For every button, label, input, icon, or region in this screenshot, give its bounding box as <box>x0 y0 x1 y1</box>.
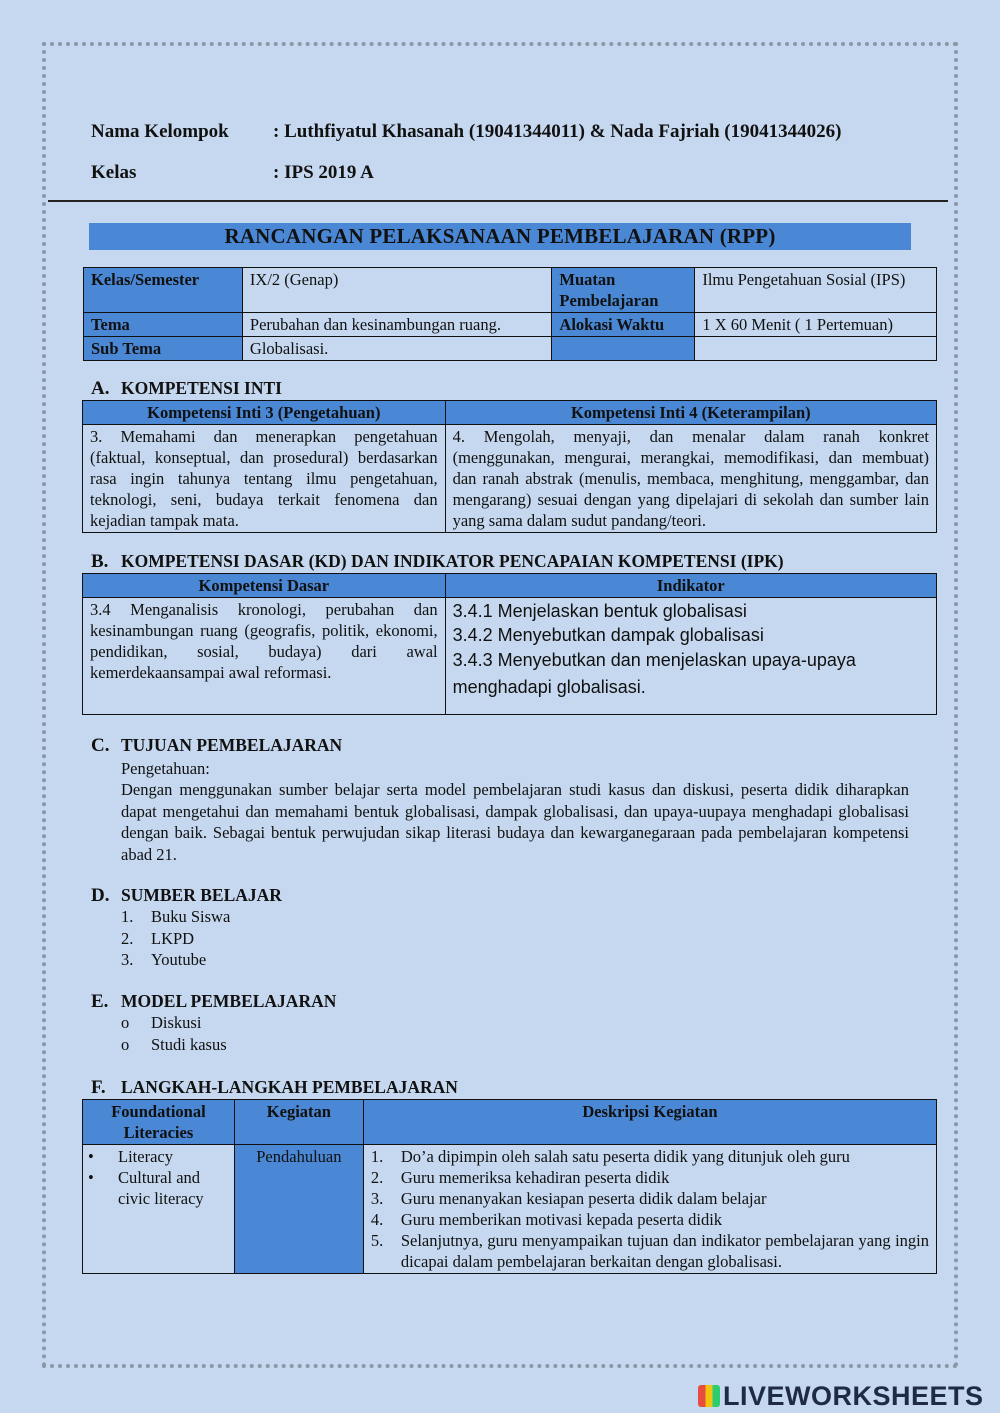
empty-cell <box>695 337 937 361</box>
indicator-item: 3.4.3 Menyebutkan dan menjelaskan upaya-upaya menghadapi globalisasi. <box>452 650 856 697</box>
section-c-heading <box>91 735 342 757</box>
list-item: 1. Buku Siswa <box>121 907 231 926</box>
indicator-item: 3.4.2 Menyebutkan dampak globalisasi <box>452 625 764 645</box>
logo-mark-icon <box>698 1385 720 1407</box>
section-letter: B. <box>91 551 109 572</box>
section-e-heading <box>91 991 336 1013</box>
list-item: 3. Youtube <box>121 950 207 969</box>
section-letter: F. <box>91 1077 106 1098</box>
page-title: RANCANGAN PELAKSANAAN PEMBELAJARAN (RPP) <box>89 223 911 250</box>
subtema-label: Sub Tema <box>84 337 243 361</box>
group-label: Nama Kelompok <box>91 121 229 142</box>
section-d-heading <box>91 885 282 907</box>
info-table <box>83 267 937 361</box>
subtema-value: Globalisasi. <box>242 337 552 361</box>
indicator-item: 3.4.1 Menjelaskan bentuk globalisasi <box>452 601 747 621</box>
section-letter: E. <box>91 991 109 1012</box>
section-f-heading <box>91 1077 458 1099</box>
indicator-cell <box>445 598 936 715</box>
section-title: KOMPETENSI INTI <box>121 378 282 398</box>
class-label: Kelas <box>91 162 137 183</box>
muatan-label: Muatan Pembelajaran <box>552 268 695 313</box>
section-title: TUJUAN PEMBELAJARAN <box>121 735 343 755</box>
kd-text: 3.4 Menganalisis kronologi, perubahan dan kesinambungan ruang (geografis, politik, ekonomi, pendidikan, sosial, budaya) dari awal kemerdekaansampai awal reformasi. <box>83 598 446 715</box>
langkah-table <box>82 1099 937 1274</box>
section-a-heading <box>91 378 282 400</box>
ki4-text: 4. Mengolah, menyaji, dan menalar dalam ranah konkret (menggunakan, mengurai, merangkai, memodifikasi, dan membuat) dan ranah abstrak (menulis, membaca, menghitung, menggambar, dan mengarang) sesuai dengan yang dipelajari di sekolah dan sumber lain yang sama dalam sudut pandang/teori. <box>445 425 936 533</box>
list-item: o Studi kasus <box>121 1034 227 1054</box>
section-title: SUMBER BELAJAR <box>121 885 282 905</box>
group-row <box>91 121 841 143</box>
sumber-list <box>121 906 230 971</box>
tujuan-subtitle: Pengetahuan: <box>121 759 210 778</box>
list-item: 5. Selanjutnya, guru menyampaikan tujuan dan indikator pembelajaran yang ingin dicapai dalam pembelajaran berkaitan dengan globalisasi. <box>370 1231 929 1271</box>
list-item: • Cultural and civic literacy <box>88 1168 204 1208</box>
list-item: 2. LKPD <box>121 928 195 948</box>
alokasi-value: 1 X 60 Menit ( 1 Pertemuan) <box>695 313 937 337</box>
ki3-header: Kompetensi Inti 3 (Pengetahuan) <box>83 401 446 425</box>
kegiatan-cell: Pendahuluan <box>234 1145 363 1274</box>
kelas-semester-value: IX/2 (Genap) <box>242 268 552 313</box>
kd-indikator-table <box>82 573 937 715</box>
section-title: MODEL PEMBELAJARAN <box>121 991 337 1011</box>
list-item: o Diskusi <box>121 1013 202 1032</box>
section-letter: A. <box>91 378 110 399</box>
empty-cell <box>552 337 695 361</box>
tujuan-text: Dengan menggunakan sumber belajar serta model pembelajaran studi kasus dan diskusi, peserta didik diharapkan dapat mengetahui dan memahami bentuk globalisasi, dampak globalisasi, dan upaya-uupaya menghadapi globalisasi dengan baik. Sebagai bentuk perwujudan sikap literasi budaya dan kewarganegaraan pada pembelajaran kompetensi abad 21. <box>121 780 909 864</box>
list-item: 2. Guru memeriksa kehadiran peserta didik <box>370 1168 670 1187</box>
class-value: : IPS 2019 A <box>273 162 374 183</box>
liveworksheets-logo[interactable] <box>698 1381 984 1412</box>
class-row <box>91 162 374 184</box>
section-title: KOMPETENSI DASAR (KD) DAN INDIKATOR PENCAPAIAN KOMPETENSI (IPK) <box>121 551 784 571</box>
section-letter: C. <box>91 735 110 756</box>
kd-header: Kompetensi Dasar <box>83 574 446 598</box>
muatan-value: Ilmu Pengetahuan Sosial (IPS) <box>695 268 937 313</box>
group-value: : Luthfiyatul Khasanah (19041344011) & Nada Fajriah (19041344026) <box>273 121 842 142</box>
tema-label: Tema <box>84 313 243 337</box>
section-title: LANGKAH-LANGKAH PEMBELAJARAN <box>121 1077 458 1097</box>
logo-text: LIVEWORKSHEETS <box>723 1381 984 1411</box>
list-item: 3. Guru menanyakan kesiapan peserta didik dalam belajar <box>370 1189 767 1208</box>
literacies-cell <box>83 1145 235 1274</box>
model-list <box>121 1012 227 1055</box>
list-item: • Literacy <box>88 1147 173 1166</box>
ki4-header: Kompetensi Inti 4 (Keterampilan) <box>445 401 936 425</box>
header-divider <box>48 200 948 202</box>
literacies-header: Foundational Literacies <box>83 1100 235 1145</box>
deskripsi-cell <box>363 1145 936 1274</box>
ki3-text: 3. Memahami dan menerapkan pengetahuan (faktual, konseptual, dan prosedural) berdasarkan rasa ingin tahunya tentang ilmu pengetahuan, teknologi, seni, budaya terkait fenomena dan kejadian tampak mata. <box>83 425 446 533</box>
list-item: 4. Guru memberikan motivasi kepada peserta didik <box>370 1210 723 1229</box>
section-letter: D. <box>91 885 110 906</box>
list-item: 1. Do’a dipimpin oleh salah satu peserta didik yang ditunjuk oleh guru <box>370 1147 850 1166</box>
deskripsi-header: Deskripsi Kegiatan <box>363 1100 936 1145</box>
kompetensi-inti-table <box>82 400 937 533</box>
tema-value: Perubahan dan kesinambungan ruang. <box>242 313 552 337</box>
kegiatan-header: Kegiatan <box>234 1100 363 1145</box>
section-b-heading <box>91 551 784 573</box>
kelas-semester-label: Kelas/Semester <box>84 268 243 313</box>
indikator-header: Indikator <box>445 574 936 598</box>
alokasi-label: Alokasi Waktu <box>552 313 695 337</box>
